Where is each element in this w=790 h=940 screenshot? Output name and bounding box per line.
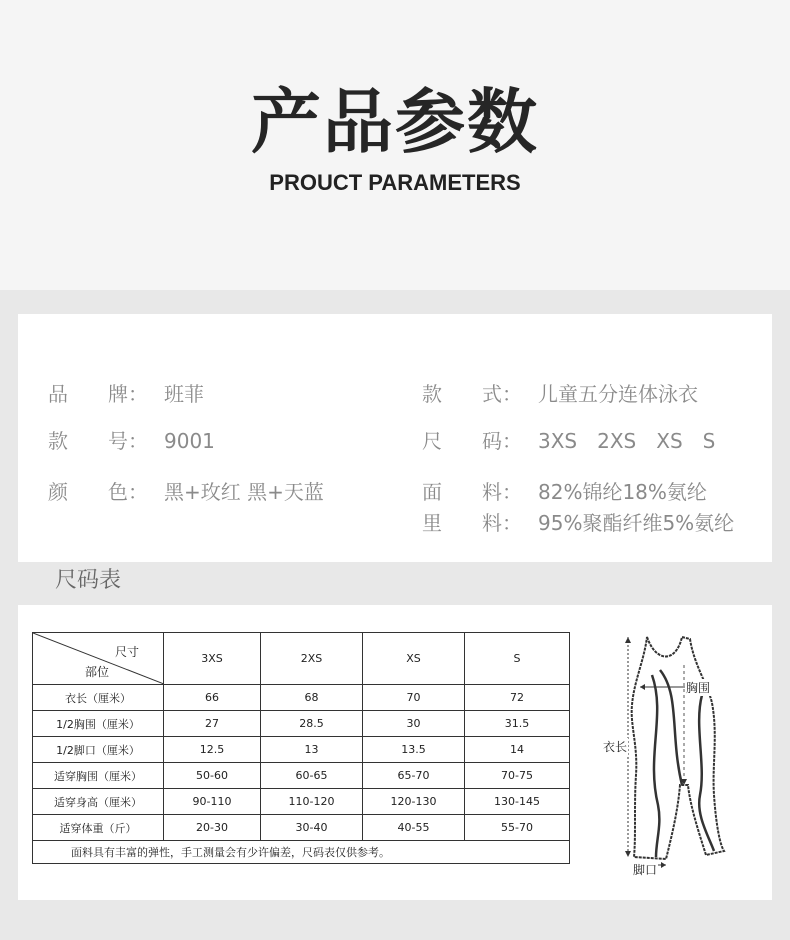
page-title: 产品参数 — [251, 81, 539, 163]
row-label: 1/2脚口（厘米） — [33, 737, 164, 763]
size-chart-title: 尺码表 — [55, 568, 122, 593]
model-label: 款 号： — [48, 429, 148, 453]
product-info-panel — [18, 314, 772, 562]
table-cell: 20-30 — [164, 815, 261, 841]
model-value: 9001 — [164, 429, 215, 453]
fabric-label: 面 料： — [422, 480, 522, 504]
table-cell: 130-145 — [465, 789, 570, 815]
row-label: 适穿身高（厘米） — [33, 789, 164, 815]
table-cell: 30 — [363, 711, 465, 737]
table-row — [33, 789, 570, 815]
size-label: 尺 码： — [422, 429, 522, 453]
leg-opening-label: 脚口 — [633, 863, 658, 877]
brand-value: 班菲 — [164, 382, 204, 406]
color-label: 颜 色： — [48, 480, 148, 504]
col-header: S — [465, 633, 570, 685]
table-row — [33, 815, 570, 841]
table-cell: 40-55 — [363, 815, 465, 841]
table-cell: 13 — [261, 737, 363, 763]
table-cell: 30-40 — [261, 815, 363, 841]
corner-bottom-label: 部位 — [85, 665, 110, 679]
swimsuit-outline-icon — [590, 625, 750, 887]
table-cell: 70-75 — [465, 763, 570, 789]
size-table-header — [33, 633, 570, 685]
table-cell: 31.5 — [465, 711, 570, 737]
corner-cell — [33, 633, 164, 685]
table-cell: 60-65 — [261, 763, 363, 789]
header-section — [0, 0, 790, 290]
table-cell: 50-60 — [164, 763, 261, 789]
table-row — [33, 711, 570, 737]
table-cell: 120-130 — [363, 789, 465, 815]
size-table — [32, 632, 570, 864]
table-row — [33, 685, 570, 711]
table-cell: 90-110 — [164, 789, 261, 815]
lining-label: 里 料： — [422, 511, 522, 535]
corner-top-label: 尺寸 — [114, 645, 139, 659]
fabric-value: 82%锦纶18%氨纶 — [538, 480, 707, 504]
table-row — [33, 737, 570, 763]
lining-value: 95%聚酯纤维5%氨纶 — [538, 511, 735, 535]
table-cell: 66 — [164, 685, 261, 711]
table-note-row — [33, 841, 570, 864]
table-cell: 13.5 — [363, 737, 465, 763]
row-label: 适穿胸围（厘米） — [33, 763, 164, 789]
chest-label: 胸围 — [686, 681, 711, 695]
swimsuit-diagram — [590, 625, 750, 887]
col-header: 3XS — [164, 633, 261, 685]
table-cell: 65-70 — [363, 763, 465, 789]
row-label: 1/2胸围（厘米） — [33, 711, 164, 737]
length-label: 衣长 — [603, 740, 628, 754]
size-value: 3XS 2XS XS S — [538, 429, 716, 453]
table-cell: 110-120 — [261, 789, 363, 815]
table-cell: 27 — [164, 711, 261, 737]
style-value: 儿童五分连体泳衣 — [538, 382, 698, 406]
table-cell: 70 — [363, 685, 465, 711]
table-cell: 72 — [465, 685, 570, 711]
table-note: 面料具有丰富的弹性，手工测量会有少许偏差，尺码表仅供参考。 — [33, 841, 570, 864]
table-cell: 28.5 — [261, 711, 363, 737]
style-label: 款 式： — [422, 382, 522, 406]
color-value: 黑+玫红 黑+天蓝 — [164, 480, 324, 504]
row-label: 衣长（厘米） — [33, 685, 164, 711]
table-cell: 14 — [465, 737, 570, 763]
table-cell: 68 — [261, 685, 363, 711]
table-cell: 55-70 — [465, 815, 570, 841]
col-header: XS — [363, 633, 465, 685]
row-label: 适穿体重（斤） — [33, 815, 164, 841]
col-header: 2XS — [261, 633, 363, 685]
table-cell: 12.5 — [164, 737, 261, 763]
table-row — [33, 763, 570, 789]
page-subtitle: PROUCT PARAMETERS — [269, 170, 521, 195]
brand-label: 品 牌： — [48, 382, 148, 406]
